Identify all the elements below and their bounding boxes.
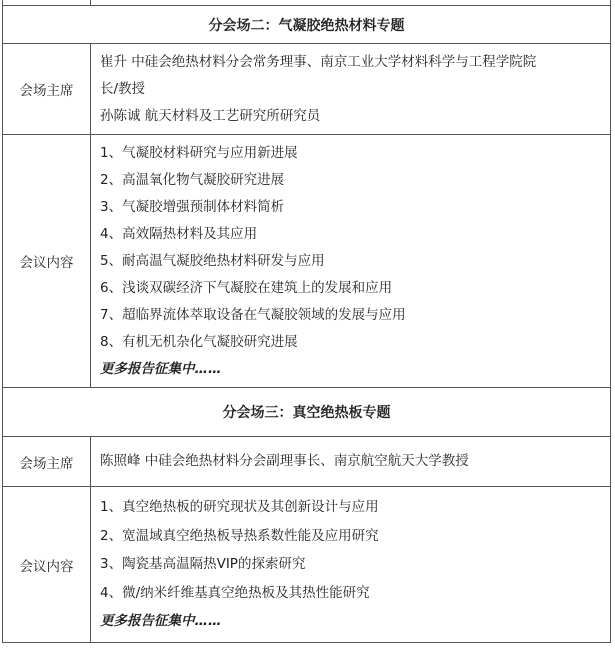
session3-host-row [3, 437, 611, 487]
session3-content-label: 会议内容 [3, 487, 91, 643]
list-item: 6、浅谈双碳经济下气凝胶在建筑上的发展和应用 [100, 279, 393, 296]
session2-host-row [3, 44, 611, 135]
session2-title: 分会场二：气凝胶绝热材料专题 [3, 6, 611, 44]
list-item: 3、陶瓷基高温隔热VIP的探索研究 [100, 556, 306, 573]
more-reports-note: 更多报告征集中…… [100, 613, 222, 630]
session3-title-row [3, 388, 611, 437]
session3-host-label: 会场主席 [3, 437, 91, 487]
list-item: 7、超临界流体萃取设备在气凝胶领域的发展与应用 [100, 306, 406, 323]
list-item: 8、有机无机杂化气凝胶研究进展 [100, 333, 298, 350]
session3-host-cell [91, 437, 611, 487]
list-item: 2、宽温域真空绝热板导热系数性能及应用研究 [100, 527, 379, 544]
session3-content-row [3, 487, 611, 643]
list-item: 1、真空绝热板的研究现状及其创新设计与应用 [100, 499, 379, 516]
session3-content-cell [91, 487, 611, 643]
session2-host-line: 孙陈诚 航天材料及工艺研究所研究员 [100, 107, 321, 124]
schedule-table [2, 0, 611, 643]
session2-host-line: 崔升 中硅会绝热材料分会常务理事、南京工业大学材料科学与工程学院院 [100, 53, 537, 70]
session2-host-line: 长/教授 [100, 80, 146, 97]
list-item: 3、气凝胶增强预制体材料简析 [100, 198, 285, 215]
session3-host-line: 陈照峰 中硅会绝热材料分会副理事长、南京航空航天大学教授 [100, 453, 469, 469]
list-item: 1、气凝胶材料研究与应用新进展 [100, 144, 298, 161]
list-item: 4、微/纳米纤维基真空绝热板及其热性能研究 [100, 584, 370, 601]
session2-title-row [3, 6, 611, 44]
session2-content-cell [91, 135, 611, 388]
list-item: 5、耐高温气凝胶绝热材料研发与应用 [100, 252, 325, 269]
session2-content-label: 会议内容 [3, 135, 91, 388]
list-item: 4、高效隔热材料及其应用 [100, 225, 258, 242]
more-reports-note: 更多报告征集中…… [100, 360, 222, 377]
session3-title: 分会场三：真空绝热板专题 [3, 388, 611, 437]
session2-host-cell [91, 44, 611, 135]
session2-host-label: 会场主席 [3, 44, 91, 135]
list-item: 2、高温氧化物气凝胶研究进展 [100, 171, 285, 188]
session2-content-row [3, 135, 611, 388]
